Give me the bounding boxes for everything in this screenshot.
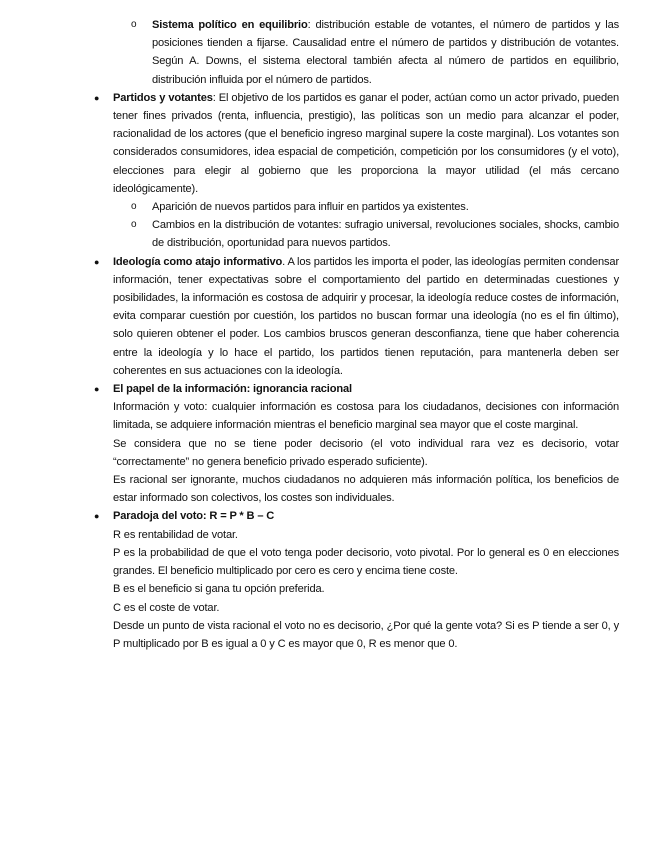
subitem-heading: Sistema político en equilibrio [152,19,308,31]
subitem-nuevos-partidos [131,198,619,216]
bullet-heading: El papel de la información: ignorancia racional [113,383,352,396]
bullet-informacion [94,380,619,507]
bullet-ideologia [94,253,619,380]
bullet-marker: ● [94,256,100,267]
paragraph: R es rentabilidad de votar. [113,528,238,541]
paragraph: Es racional ser ignorante, muchos ciudadanos no adquieren más información política, los beneficios de estar informado son colectivos, los costes son individuales. [113,474,619,505]
bullet-marker: ● [94,92,100,103]
circle-marker: o [131,19,137,30]
sublist-sistema-politico [113,16,619,89]
bullet-paradoja [94,507,619,653]
bullet-partidos-votantes [94,89,619,253]
bullet-text: : El objetivo de los partidos es ganar el poder, actúan como un actor privado, pueden tener fines privados (renta, influencia, prestigio), las políticas son un medio para alcanzar el poder, racionalidad de los actores (que el beneficio ingreso marginal supere la coste marginal). Los votantes son considerados consumidores, idea espacial de competición, competición por los consumidores (y el voto), elecciones para elegir al gobierno que les proporciona la mayor utilidad (el más cercano ideológicamente). [113,91,619,195]
subitem-text: : distribución estable de votantes, el número de partidos y las posiciones tienden a fijarse. Causalidad entre el número de partidos y distribución de votantes. Según A. Downs, el sistema electoral también afecta al número de partidos en equilibrio, distribución influida por el número de partidos. [152,19,619,86]
paragraph: Desde un punto de vista racional el voto no es decisorio, ¿Por qué la gente vota? Si es P tiende a ser 0, y P multiplicado por B es igual a 0 y C es mayor que 0, R es menor que 0. [113,619,619,650]
bullet-heading: Ideología como atajo informativo [113,255,283,268]
circle-marker: o [131,219,137,231]
circle-marker: o [131,201,137,213]
paragraph: B es el beneficio si gana tu opción preferida. [113,583,325,596]
paragraph: Información y voto: cualquier información es costosa para los ciudadanos, decisiones con información limitada, se adquiere información mientras el beneficio marginal sea mayor que el coste marginal. [113,401,619,432]
paragraph: P es la probabilidad de que el voto tenga poder decisorio, voto pivotal. Por lo general es 0 en elecciones grandes. El beneficio multiplicado por cero es cero y encima tiene coste. [113,546,619,578]
subitem-sistema-politico [131,16,619,89]
subitem-text: Aparición de nuevos partidos para influir en partidos ya existentes. [152,201,469,214]
main-bullet-list [94,89,619,653]
sublist-partidos [113,198,619,253]
document-body [94,16,619,653]
subitem-cambios-distribucion [131,216,619,252]
subitem-text: Cambios en la distribución de votantes: sufragio universal, revoluciones sociales, shocks, cambio de distribución, oportunidad para nuevos partidos. [152,219,619,250]
bullet-heading: Partidos y votantes [113,91,213,104]
paragraph: C es el coste de votar. [113,601,220,614]
bullet-marker: ● [94,511,100,522]
bullet-text: . A los partidos les importa el poder, las ideologías permiten condensar información, tener expectativas sobre el comportamiento del partido en determinadas cuestiones y posibilidades, la información es costosa de adquirir y procesar, la ideología reduce costes de información, evita comparar cuestión por cuestión, los partidos no buscan formar una ideología (no es el fin último), solo quieren obtener el poder. Los cambios bruscos generan desconfianza, tiene que haber coherencia entre la ideología y lo hace el partido, los partidos tienen reputación, para mantenerla deben ser coherentes en sus actuaciones con la ideología. [113,255,619,377]
bullet-heading: Paradoja del voto: R = P * B – C [113,510,275,523]
paragraph: Se considera que no se tiene poder decisorio (el voto individual rara vez es decisorio, votar “correctamente” no genera beneficio privado esperado suficiente). [113,437,619,468]
bullet-marker: ● [94,384,100,395]
